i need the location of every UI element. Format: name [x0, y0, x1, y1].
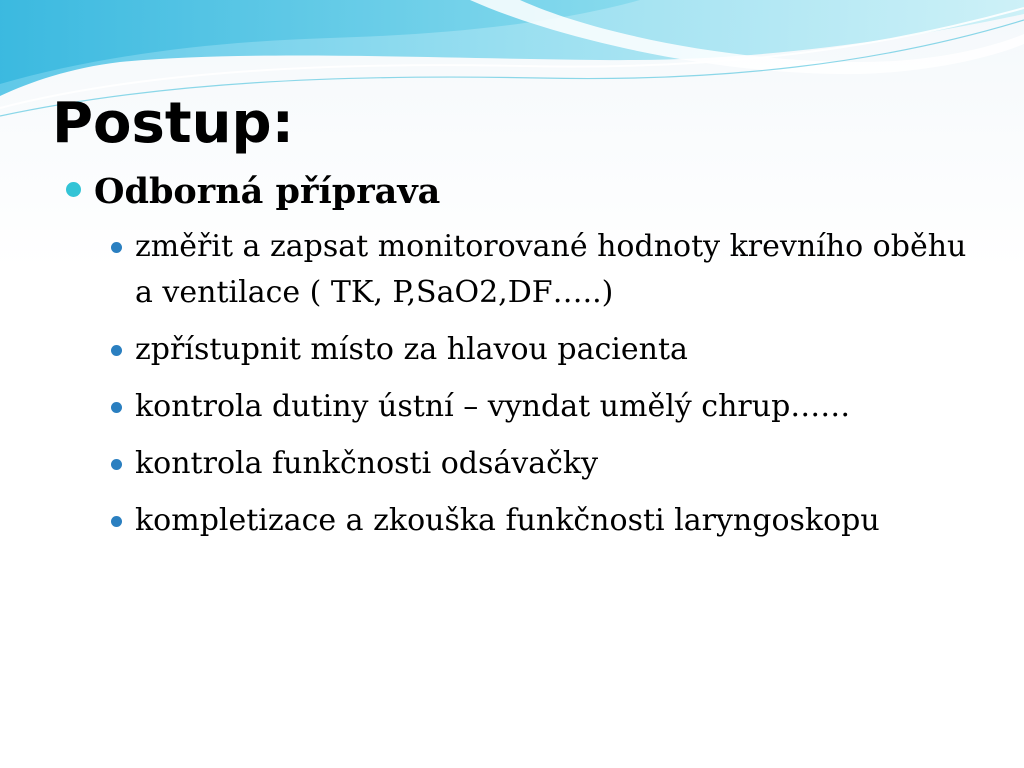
bullet-level1 — [66, 168, 986, 216]
level2-bullet-icon — [111, 345, 122, 356]
level1-bullet-icon — [66, 182, 81, 197]
list-item — [66, 441, 986, 487]
list-item — [66, 327, 986, 373]
slide-title: Postup: — [52, 91, 294, 156]
level2-bullet-icon — [111, 402, 122, 413]
slide-content — [66, 168, 986, 555]
list-item — [66, 384, 986, 430]
bullet-list — [66, 224, 986, 544]
list-item-text: zpřístupnit místo za hlavou pacienta — [135, 332, 688, 367]
level2-bullet-icon — [111, 242, 122, 253]
list-item — [66, 498, 986, 544]
level2-bullet-icon — [111, 459, 122, 470]
list-item-text: kontrola funkčnosti odsávačky — [135, 446, 599, 481]
list-item-text: kontrola dutiny ústní – vyndat umělý chrup…… — [135, 389, 851, 424]
list-item — [66, 224, 986, 316]
list-item-text: změřit a zapsat monitorované hodnoty krevního oběhu a ventilace ( TK, P,SaO2,DF…..) — [135, 229, 967, 310]
list-item-text: kompletizace a zkouška funkčnosti laryngoskopu — [135, 503, 880, 538]
section-heading: Odborná příprava — [94, 171, 441, 212]
level2-bullet-icon — [111, 516, 122, 527]
